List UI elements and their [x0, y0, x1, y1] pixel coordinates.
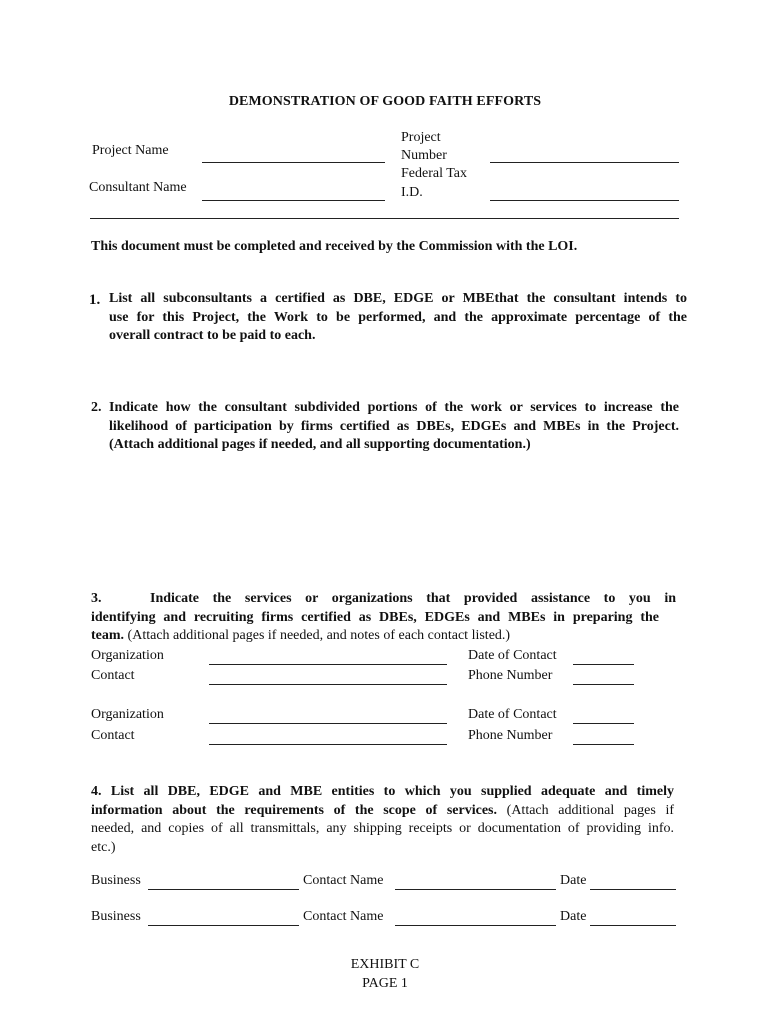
organization-label-2: Organization [91, 707, 164, 722]
section2-text [109, 399, 679, 455]
phone-number-label-1: Phone Number [468, 668, 553, 683]
document-title: DEMONSTRATION OF GOOD FAITH EFFORTS [228, 94, 542, 109]
contact-label-2: Contact [91, 728, 135, 743]
contact-label-1: Contact [91, 668, 135, 683]
project-number-label-line2: Number [401, 148, 447, 163]
contact-field-2[interactable] [209, 744, 447, 745]
date-field-2[interactable] [590, 925, 676, 926]
header-divider [90, 218, 679, 219]
contact-field-1[interactable] [209, 684, 447, 685]
section4-line1: 4. List all DBE, EDGE and MBE entities to which you supplied adequate and timely [91, 784, 674, 799]
section4-line4: etc.) [91, 839, 116, 855]
contact-name-field-1[interactable] [395, 889, 556, 890]
date-of-contact-label-1: Date of Contact [468, 648, 557, 663]
consultant-name-field[interactable] [202, 200, 385, 201]
section1-line2: use for this Project, the Work to be performed, and the approximate percentage of the [109, 309, 687, 325]
section4-line2 [91, 802, 674, 821]
section3-line2: identifying and recruiting firms certified as DBEs, EDGEs and MBEs in preparing the [91, 610, 659, 625]
organization-label-1: Organization [91, 648, 164, 663]
contact-name-label-1: Contact Name [303, 873, 384, 888]
project-number-label-line1: Project [401, 130, 441, 145]
project-name-field[interactable] [202, 162, 385, 163]
submission-notice: This document must be completed and received by the Commission with the LOI. [91, 239, 578, 254]
section1-line3: overall contract to be paid to each. [109, 328, 316, 344]
date-of-contact-field-2[interactable] [573, 723, 634, 724]
section4-line2-bold: information about the requirements of the scope of services. [91, 802, 497, 818]
business-field-2[interactable] [148, 925, 299, 926]
date-label-2: Date [560, 909, 587, 924]
business-label-1: Business [91, 873, 141, 888]
section1-line1: List all subconsultants a certified as DBE, EDGE or MBEthat the consultant intends to [109, 291, 687, 306]
section3-line3-bold: team. [91, 628, 125, 643]
section3-line3 [91, 628, 510, 644]
section2-line1: Indicate how the consultant subdivided portions of the work or services to increase the [109, 400, 679, 415]
phone-number-field-1[interactable] [573, 684, 634, 685]
section2-number: 2. [91, 400, 102, 415]
contact-name-field-2[interactable] [395, 925, 556, 926]
section2-line2: likelihood of participation by firms certified as DBEs, EDGEs and MBEs in the Project. [109, 418, 679, 434]
date-of-contact-label-2: Date of Contact [468, 707, 557, 722]
section2-line3: (Attach additional pages if needed, and all supporting documentation.) [109, 437, 531, 453]
section1-number: 1. [89, 292, 101, 308]
section4-line2-note: (Attach additional pages if [506, 802, 674, 818]
federal-tax-label-line2: I.D. [401, 185, 423, 200]
date-field-1[interactable] [590, 889, 676, 890]
date-label-1: Date [560, 873, 587, 888]
federal-tax-label-line1: Federal Tax [401, 166, 468, 181]
phone-number-label-2: Phone Number [468, 728, 553, 743]
project-name-label: Project Name [92, 143, 169, 158]
federal-tax-field[interactable] [490, 200, 679, 201]
organization-field-2[interactable] [209, 723, 447, 724]
page-label: PAGE 1 [362, 976, 408, 991]
project-number-field[interactable] [490, 162, 679, 163]
section1-text [109, 290, 687, 346]
consultant-name-label: Consultant Name [89, 180, 187, 195]
exhibit-label: EXHIBIT C [350, 957, 420, 972]
section3-line3-note: (Attach additional pages if needed, and notes of each contact listed.) [127, 628, 511, 643]
date-of-contact-field-1[interactable] [573, 664, 634, 665]
section4-line3: needed, and copies of all transmittals, any shipping receipts or documentation of providing info. [91, 821, 674, 837]
section4-text [91, 783, 674, 857]
section3-line1: Indicate the services or organizations that provided assistance to you in [150, 591, 676, 606]
organization-field-1[interactable] [209, 664, 447, 665]
section3-number: 3. [91, 591, 102, 606]
business-field-1[interactable] [148, 889, 299, 890]
contact-name-label-2: Contact Name [303, 909, 384, 924]
phone-number-field-2[interactable] [573, 744, 634, 745]
business-label-2: Business [91, 909, 141, 924]
